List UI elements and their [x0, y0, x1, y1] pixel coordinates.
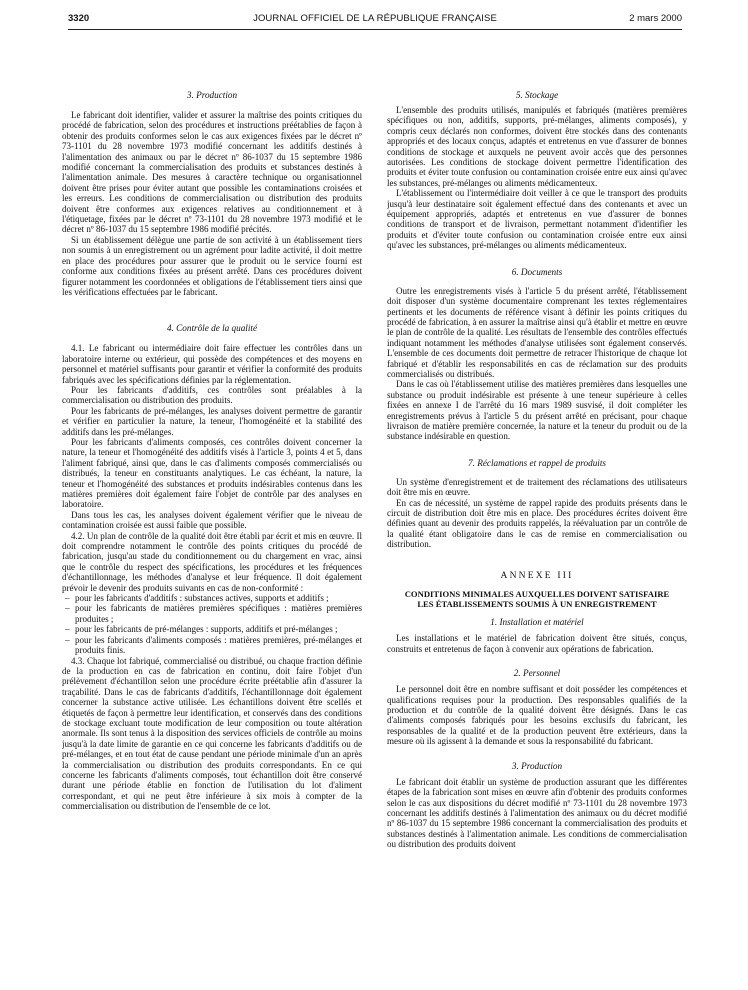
annex-subtitle: CONDITIONS MINIMALES AUXQUELLES DOIVENT SATISFAIRE [404, 588, 670, 599]
section-title-production: 3. Production [186, 90, 238, 100]
paragraph: Un système d'enregistrement et de traitement des réclamations des utilisateurs doit être mis en œuvre. [387, 476, 687, 498]
section-title-personnel: 2. Personnel [513, 668, 561, 679]
header-rule [68, 29, 682, 30]
paragraph: L'établissement ou l'intermédiaire doit veiller à ce que le transport des produits jusqu'à leur destinataire soit également effectué dans des contenants et avec un équipement appropriés, adaptés et entretenus en vue d'assurer de bonnes conditions de transport et de livraison, permettant notamment d'identifier les produits et d'éviter toute confusion ou contamination croisée entre eux ainsi qu'avec les substances, pré-mélanges ou aliments médicamenteux. [387, 188, 687, 251]
section-title-claims: 7. Réclamations et rappel de produits [468, 457, 606, 468]
section-title-quality-control: 4. Contrôle de la qualité [166, 323, 258, 334]
paragraph: Pour les fabricants d'additifs, ces contrôles sont préalables à la commercialisation ou distribution des produits. [62, 384, 362, 406]
section-title-installation: 1. Installation et matériel [490, 617, 584, 628]
page-header [68, 13, 682, 29]
section-title-storage: 5. Stockage [515, 90, 559, 100]
paragraph: Le fabricant doit établir un système de production assurant que les différentes étapes de la fabrication sont mises en œuvre afin d'obtenir des produits conformes selon le cas aux dispositions du décret modifié nº 73-1101 du 28 novembre 1973 concernant les additifs destinés à l'alimentation des animaux ou du décret modifié nº 86-1037 du 15 septembre 1986 concernant la commercialisation des produits et substances destinés à l'alimentation animale. Les conditions de commercialisation ou distribution des produits doivent [387, 776, 687, 850]
paragraph: Outre les enregistrements visés à l'article 5 du présent arrêté, l'établissement doit disposer d'un système documentaire comprenant les textes réglementaires pertinents et les documents de référence visant à définir les points critiques du procédé de fabrication, à en assurer la maîtrise ainsi qu'à établir et mettre en œuvre le plan de contrôle de la qualité. Les résultats de l'ensemble des contrôles effectués indiquant notamment les méthodes d'analyse utilisées sont également conservés. L'ensemble de ces documents doit permettre de retracer l'historique de chaque lot fabriqué et d'établir les responsabilités en cas de réclamation sur des produits commercialisés ou distribués. [387, 285, 687, 379]
paragraph: Pour les fabricants d'aliments composés, ces contrôles doivent concerner la nature, la teneur et l'homogénéité des additifs visés à l'article 3, points 4 et 5, dans l'aliment fabriqué, ainsi que, dans le cas d'aliments composés commercialisés ou distribués, la teneur en constituants analytiques. Le cas échéant, la nature, la teneur et l'homogénéité des substances et produits indésirables contenus dans les matières premières doit également faire l'objet de contrôle par des analyses en laboratoire. [62, 436, 362, 510]
section-title-documents: 6. Documents [511, 266, 563, 277]
non-conformity-list [62, 593, 362, 655]
issue-date: 2 mars 2000 [629, 13, 682, 24]
paragraph: Le personnel doit être en nombre suffisant et doit posséder les compétences et qualifications requises pour la production. Des responsables qualifiés de la production et du contrôle de la qualité doivent être désignés. Dans le cas d'aliments composés fabriqués pour les besoins exclusifs du fabricant, les responsables de la qualité et de la production peuvent être extérieurs, dans la mesure où ils agissent à la demande et sous la responsabilité du fabricant. [387, 684, 687, 747]
annex-subtitle: LES ÉTABLISSEMENTS SOUMIS À UN ENREGISTREMENT [417, 599, 657, 610]
list-item: – pour les fabricants d'aliments composés : matières premières, pré-mélanges et produits finis. [62, 635, 362, 656]
annex-title: ANNEXE III [500, 570, 574, 581]
list-item: – pour les fabricants d'additifs : substances actives, supports et additifs ; [62, 593, 362, 603]
paragraph: Dans le cas où l'établissement utilise des matières premières dans lesquelles une substance ou produit indésirable est présente à une teneur supérieure à celles fixées en annexe I de l'arrêté du 16 mars 1989 susvisé, il doit compléter les enregistrements prévus à l'article 5 du présent arrêté en précisant, pour chaque livraison de matière première concernée, la nature et la teneur du produit ou de la substance indésirable en question. [387, 379, 687, 442]
paragraph: Si un établissement délègue une partie de son activité à un établissement tiers non soumis à un enregistrement ou un agrément pour ladite activité, il doit mettre en place des procédures pour assurer que le produit ou le service fourni est conforme aux conditions fixées au présent arrêté. Dans ces procédures doivent figurer notamment les coordonnées et obligations de l'établissement tiers ainsi que les vérifications effectuées par le fabricant. [62, 234, 362, 297]
paragraph: En cas de nécessité, un système de rappel rapide des produits présents dans le circuit de distribution doit être mis en place. Des procédures écrites doivent être définies quant au devenir des produits rappelés, la réévaluation par un contrôle de la qualité étant obligatoire dans le cas de remise en commercialisation ou distribution. [387, 497, 687, 550]
right-column [387, 90, 687, 985]
section-title-production-annex: 3. Production [511, 760, 563, 771]
paragraph: Dans tous les cas, les analyses doivent également vérifier que le niveau de contamination croisée est aussi faible que possible. [62, 509, 362, 531]
list-item: – pour les fabricants de matières premières spécifiques : matières premières produites ; [62, 603, 362, 624]
list-item: – pour les fabricants de pré-mélanges : supports, additifs et pré-mélanges ; [62, 624, 362, 634]
paragraph: L'ensemble des produits utilisés, manipulés et fabriqués (matières premières spécifiques ou non, additifs, supports, pré-mélanges, aliments composés), y compris ceux déclarés non conformes, doivent être stockés dans des contenants appropriés et des locaux conçus, adaptés et entretenus en vue d'assurer de bonnes conditions de stockage et auxquels ne peuvent avoir accès que des personnes autorisées. Les conditions de stockage doivent permettre l'identification des produits et éviter toute confusion ou contamination croisée entre eux ainsi qu'avec les substances, pré-mélanges ou aliments médicamenteux. [387, 105, 687, 188]
paragraph: 4.1. Le fabricant ou intermédiaire doit faire effectuer les contrôles dans un laboratoire interne ou extérieur, qui possède des compétences et des moyens en personnel et matériel suffisants pour garantir et vérifier la conformité des produits fabriqués avec les spécifications définies par la réglementation. [62, 343, 362, 385]
journal-title: JOURNAL OFFICIEL DE LA RÉPUBLIQUE FRANÇAISE [253, 13, 497, 24]
page-number: 3320 [68, 13, 90, 24]
paragraph: 4.2. Un plan de contrôle de la qualité doit être établi par écrit et mis en œuvre. Il doit comprendre notamment le contrôle des points critiques du procédé de fabrication, jusqu'au stade du conditionnement ou du chargement en vrac, ainsi que le contrôle du respect des spécifications, les procédures et les fréquences d'échantillonnage, les méthodes d'analyse et leur fréquence. Il doit également prévoir le devenir des produits suivants en cas de non-conformité : [62, 530, 362, 593]
paragraph: Les installations et le matériel de fabrication doivent être situés, conçus, construits et entretenus de façon à convenir aux opérations de fabrication. [387, 633, 687, 654]
paragraph: Pour les fabricants de pré-mélanges, les analyses doivent permettre de garantir et vérifier en particulier la nature, la teneur, l'homogénéité et la stabilité des additifs dans les pré-mélanges. [62, 405, 362, 437]
left-column [62, 90, 362, 980]
paragraph: 4.3. Chaque lot fabriqué, commercialisé ou distribué, ou chaque fraction définie de la production en cas de fabrication en continu, doit faire l'objet d'un prélèvement d'échantillon selon une procédure écrite préétablie afin d'assurer la traçabilité. Dans le cas de fabricants d'additifs, l'échantillonnage doit également concerner la substance active utilisée. Les échantillons doivent être scellés et étiquetés de façon à permettre leur identification, et conservés dans des conditions de stockage excluant toute modification de leur composition ou toute altération anormale. Ils sont tenus à la disposition des services officiels de contrôle au moins jusqu'à la date limite de garantie en ce qui concerne les fabricants d'additifs ou de pré-mélanges, et en tout état de cause pendant une période minimale d'un an après la commercialisation ou distribution des produits correspondants. En ce qui concerne les fabricants d'aliments composés, tout échantillon doit être conservé durant une période établie en fonction de l'utilisation du lot d'aliment correspondant, et qui ne peut être inférieure à six mois à compter de la commercialisation ou distribution de l'ensemble de ce lot. [62, 655, 362, 812]
paragraph: Le fabricant doit identifier, valider et assurer la maîtrise des points critiques du procédé de fabrication, selon des procédures et instructions préétablies de façon à obtenir des produits conformes selon le cas aux exigences fixées par le décret nº 73-1101 du 28 novembre 1973 modifié concernant les additifs destinés à l'alimentation des animaux ou par le décret nº 86-1037 du 15 septembre 1986 modifié concernant la commercialisation des produits et substances destinés à l'alimentation animale. Des mesures à caractère technique ou organisationnel doivent être prises pour éviter autant que possible les contaminations croisées et les erreurs. Les conditions de commercialisation ou distribution des produits doivent être conformes aux exigences relatives au conditionnement et à l'étiquetage, fixées par le décret nº 73-1101 du 28 novembre 1973 modifié et le décret nº 86-1037 du 15 septembre 1986 modifié précités. [62, 110, 362, 235]
